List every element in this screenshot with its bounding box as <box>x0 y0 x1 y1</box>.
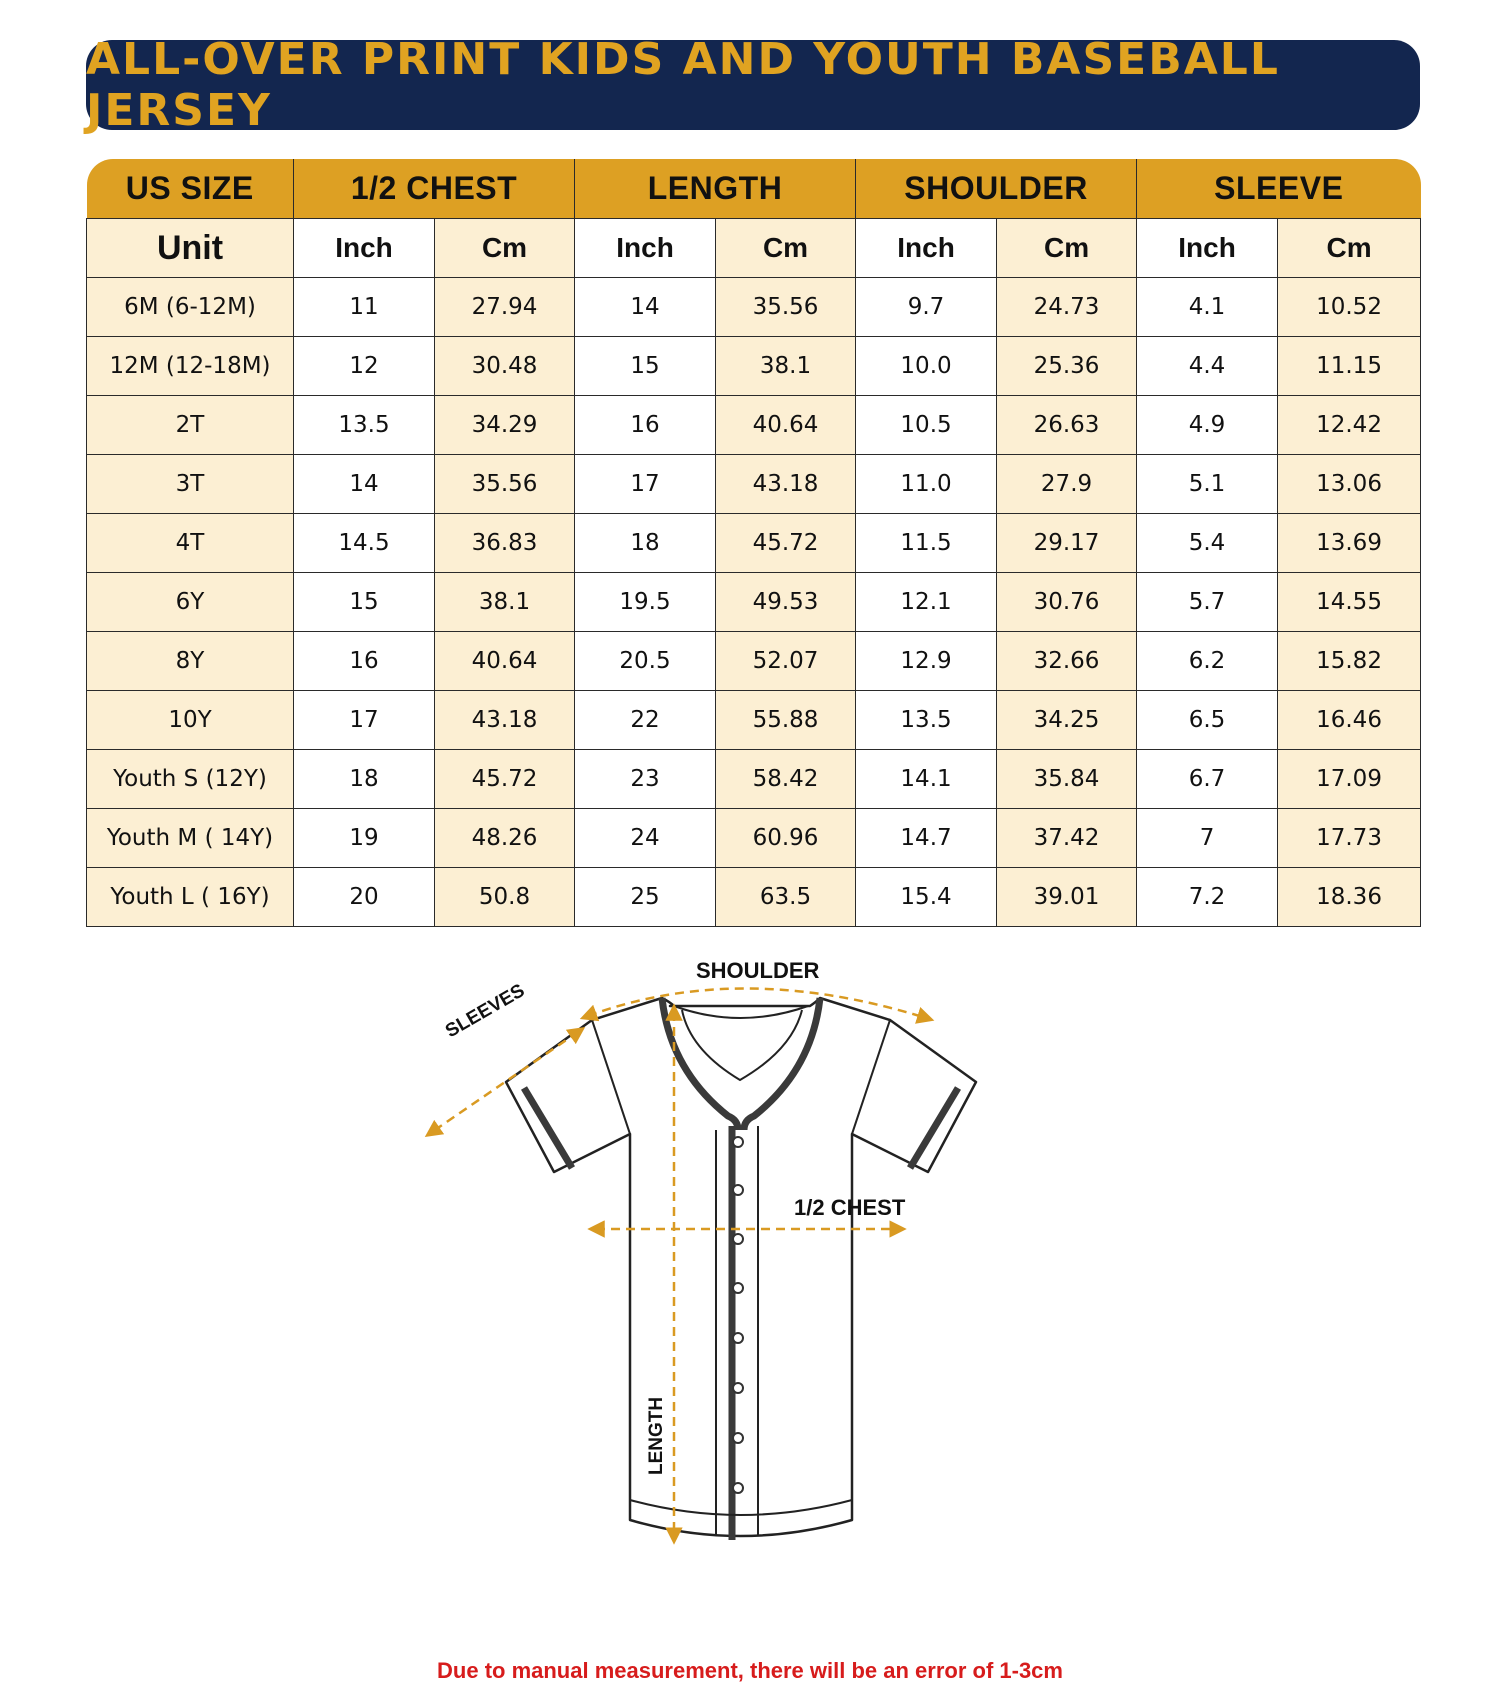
unit-inch: Inch <box>856 219 997 278</box>
cm-value-cell: 45.72 <box>435 750 575 809</box>
cm-value-cell: 11.15 <box>1278 337 1421 396</box>
inch-value-cell: 9.7 <box>856 278 997 337</box>
inch-value-cell: 7 <box>1137 809 1278 868</box>
inch-value-cell: 16 <box>294 632 435 691</box>
cm-value-cell: 26.63 <box>997 396 1137 455</box>
inch-value-cell: 10.5 <box>856 396 997 455</box>
size-cell: 6M (6-12M) <box>87 278 294 337</box>
size-cell: Youth S (12Y) <box>87 750 294 809</box>
table-row <box>87 514 1421 573</box>
cm-value-cell: 55.88 <box>716 691 856 750</box>
cm-value-cell: 52.07 <box>716 632 856 691</box>
cm-value-cell: 58.42 <box>716 750 856 809</box>
sleeve-header: SLEEVE <box>1137 159 1421 219</box>
unit-inch: Inch <box>1137 219 1278 278</box>
inch-value-cell: 6.2 <box>1137 632 1278 691</box>
table-row <box>87 396 1421 455</box>
inch-value-cell: 22 <box>575 691 716 750</box>
inch-value-cell: 11 <box>294 278 435 337</box>
cm-value-cell: 49.53 <box>716 573 856 632</box>
inch-value-cell: 17 <box>575 455 716 514</box>
cm-value-cell: 13.69 <box>1278 514 1421 573</box>
cm-value-cell: 35.84 <box>997 750 1137 809</box>
inch-value-cell: 14.1 <box>856 750 997 809</box>
cm-value-cell: 10.52 <box>1278 278 1421 337</box>
cm-value-cell: 36.83 <box>435 514 575 573</box>
cm-value-cell: 27.94 <box>435 278 575 337</box>
cm-value-cell: 38.1 <box>716 337 856 396</box>
unit-header-row <box>87 219 1421 278</box>
inch-value-cell: 4.1 <box>1137 278 1278 337</box>
table-row <box>87 809 1421 868</box>
inch-value-cell: 13.5 <box>856 691 997 750</box>
us-size-header: US SIZE <box>87 159 294 219</box>
inch-value-cell: 14 <box>294 455 435 514</box>
inch-value-cell: 13.5 <box>294 396 435 455</box>
cm-value-cell: 50.8 <box>435 868 575 927</box>
cm-value-cell: 37.42 <box>997 809 1137 868</box>
table-row <box>87 632 1421 691</box>
inch-value-cell: 6.5 <box>1137 691 1278 750</box>
inch-value-cell: 10.0 <box>856 337 997 396</box>
inch-value-cell: 23 <box>575 750 716 809</box>
cm-value-cell: 35.56 <box>716 278 856 337</box>
inch-value-cell: 15.4 <box>856 868 997 927</box>
table-row <box>87 573 1421 632</box>
cm-value-cell: 39.01 <box>997 868 1137 927</box>
inch-value-cell: 6.7 <box>1137 750 1278 809</box>
title-banner <box>86 34 1420 136</box>
table-row <box>87 750 1421 809</box>
cm-value-cell: 16.46 <box>1278 691 1421 750</box>
inch-value-cell: 12 <box>294 337 435 396</box>
inch-value-cell: 11.5 <box>856 514 997 573</box>
cm-value-cell: 24.73 <box>997 278 1137 337</box>
inch-value-cell: 12.1 <box>856 573 997 632</box>
shoulder-label: SHOULDER <box>696 958 820 983</box>
group-header-row <box>87 159 1421 219</box>
inch-value-cell: 4.4 <box>1137 337 1278 396</box>
size-cell: 10Y <box>87 691 294 750</box>
table-row <box>87 868 1421 927</box>
cm-value-cell: 43.18 <box>716 455 856 514</box>
cm-value-cell: 34.25 <box>997 691 1137 750</box>
inch-value-cell: 5.1 <box>1137 455 1278 514</box>
length-label: LENGTH <box>646 1396 667 1475</box>
sleeves-label: SLEEVES <box>442 980 529 1043</box>
chest-label: 1/2 CHEST <box>794 1195 906 1220</box>
size-cell: Youth M ( 14Y) <box>87 809 294 868</box>
cm-value-cell: 30.76 <box>997 573 1137 632</box>
size-cell: 3T <box>87 455 294 514</box>
unit-inch: Inch <box>294 219 435 278</box>
jersey-illustration <box>420 940 1080 1580</box>
inch-value-cell: 19 <box>294 809 435 868</box>
jersey-measurement-diagram <box>420 940 1080 1580</box>
size-cell: 2T <box>87 396 294 455</box>
page-title: ALL-OVER PRINT KIDS AND YOUTH BASEBALL JERSEY <box>86 34 1280 136</box>
inch-value-cell: 4.9 <box>1137 396 1278 455</box>
cm-value-cell: 15.82 <box>1278 632 1421 691</box>
inch-value-cell: 25 <box>575 868 716 927</box>
cm-value-cell: 60.96 <box>716 809 856 868</box>
inch-value-cell: 16 <box>575 396 716 455</box>
cm-value-cell: 38.1 <box>435 573 575 632</box>
cm-value-cell: 34.29 <box>435 396 575 455</box>
inch-value-cell: 15 <box>575 337 716 396</box>
cm-value-cell: 32.66 <box>997 632 1137 691</box>
inch-value-cell: 14 <box>575 278 716 337</box>
size-cell: Youth L ( 16Y) <box>87 868 294 927</box>
cm-value-cell: 18.36 <box>1278 868 1421 927</box>
cm-value-cell: 30.48 <box>435 337 575 396</box>
unit-inch: Inch <box>575 219 716 278</box>
inch-value-cell: 5.7 <box>1137 573 1278 632</box>
inch-value-cell: 14.7 <box>856 809 997 868</box>
unit-cm: Cm <box>1278 219 1421 278</box>
size-cell: 4T <box>87 514 294 573</box>
cm-value-cell: 17.73 <box>1278 809 1421 868</box>
inch-value-cell: 20.5 <box>575 632 716 691</box>
cm-value-cell: 43.18 <box>435 691 575 750</box>
size-cell: 8Y <box>87 632 294 691</box>
table-row <box>87 455 1421 514</box>
inch-value-cell: 15 <box>294 573 435 632</box>
length-header: LENGTH <box>575 159 856 219</box>
shoulder-header: SHOULDER <box>856 159 1137 219</box>
inch-value-cell: 18 <box>294 750 435 809</box>
cm-value-cell: 40.64 <box>435 632 575 691</box>
unit-cm: Cm <box>435 219 575 278</box>
inch-value-cell: 14.5 <box>294 514 435 573</box>
size-cell: 6Y <box>87 573 294 632</box>
table-row <box>87 278 1421 337</box>
cm-value-cell: 63.5 <box>716 868 856 927</box>
cm-value-cell: 25.36 <box>997 337 1137 396</box>
cm-value-cell: 45.72 <box>716 514 856 573</box>
table-row <box>87 337 1421 396</box>
size-chart-table <box>86 159 1421 927</box>
inch-value-cell: 20 <box>294 868 435 927</box>
inch-value-cell: 18 <box>575 514 716 573</box>
cm-value-cell: 13.06 <box>1278 455 1421 514</box>
cm-value-cell: 48.26 <box>435 809 575 868</box>
inch-value-cell: 19.5 <box>575 573 716 632</box>
cm-value-cell: 17.09 <box>1278 750 1421 809</box>
unit-cm: Cm <box>997 219 1137 278</box>
cm-value-cell: 27.9 <box>997 455 1137 514</box>
inch-value-cell: 7.2 <box>1137 868 1278 927</box>
inch-value-cell: 24 <box>575 809 716 868</box>
inch-value-cell: 5.4 <box>1137 514 1278 573</box>
cm-value-cell: 29.17 <box>997 514 1137 573</box>
unit-cm: Cm <box>716 219 856 278</box>
inch-value-cell: 17 <box>294 691 435 750</box>
measurement-disclaimer: Due to manual measurement, there will be an error of 1-3cm <box>437 1658 1063 1683</box>
inch-value-cell: 11.0 <box>856 455 997 514</box>
cm-value-cell: 35.56 <box>435 455 575 514</box>
cm-value-cell: 14.55 <box>1278 573 1421 632</box>
table-row <box>87 691 1421 750</box>
cm-value-cell: 12.42 <box>1278 396 1421 455</box>
unit-label: Unit <box>87 219 294 278</box>
chest-header: 1/2 CHEST <box>294 159 575 219</box>
size-cell: 12M (12-18M) <box>87 337 294 396</box>
inch-value-cell: 12.9 <box>856 632 997 691</box>
cm-value-cell: 40.64 <box>716 396 856 455</box>
